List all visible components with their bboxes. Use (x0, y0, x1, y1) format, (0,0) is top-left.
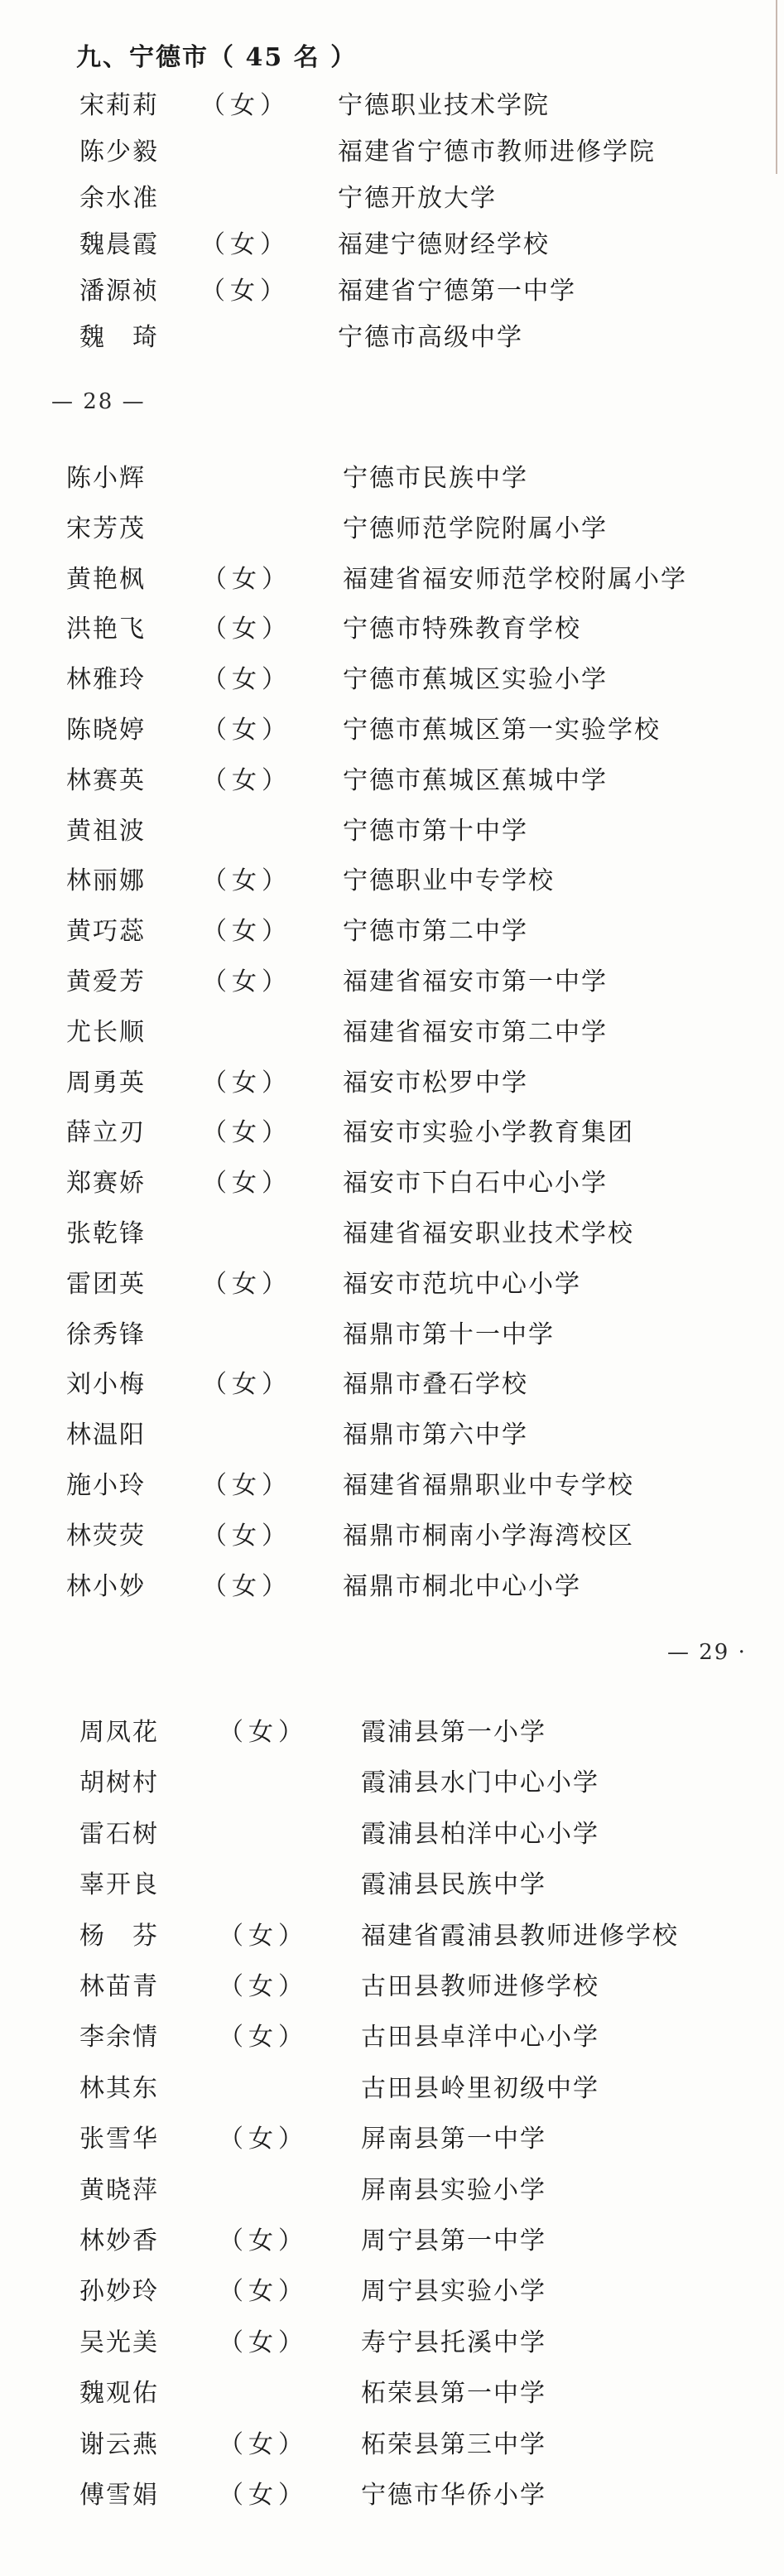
organization-name: 屏南县第一中学 (361, 2125, 546, 2154)
list-item (0, 1319, 784, 1352)
list-item (0, 1767, 784, 1800)
list-item (0, 1869, 784, 1902)
list-item (0, 663, 784, 697)
person-name: 傅雪娟 (79, 2481, 159, 2510)
person-name: 尤长顺 (66, 1018, 146, 1047)
list-item (0, 915, 784, 948)
person-name: 辜开良 (79, 1870, 159, 1899)
gender-mark: （女） (200, 277, 290, 306)
organization-name: 福安市实验小学教育集团 (343, 1118, 634, 1147)
person-name: 林雅玲 (66, 665, 146, 694)
page-number-29: — 29 · (667, 1640, 747, 1665)
list-item (0, 2275, 784, 2308)
gender-mark: （女） (219, 2226, 308, 2255)
list-item (0, 1818, 784, 1851)
gender-mark: （女） (219, 2481, 308, 2510)
organization-name: 宁德职业中专学校 (343, 866, 555, 895)
document-page-1 (0, 0, 784, 389)
person-name: 林荧荧 (66, 1522, 146, 1551)
gender-mark: （女） (202, 967, 291, 996)
organization-name: 福鼎市第十一中学 (343, 1320, 555, 1349)
list-item (0, 1167, 784, 1200)
organization-name: 福建省福安市第二中学 (343, 1018, 608, 1047)
list-item (0, 1368, 784, 1401)
organization-name: 宁德市特殊教育学校 (343, 615, 581, 644)
gender-mark: （女） (219, 2328, 308, 2357)
list-item (0, 1268, 784, 1301)
list-item (0, 2072, 784, 2106)
gender-mark: （女） (219, 1972, 308, 2001)
gender-mark: （女） (202, 1471, 291, 1500)
list-item (0, 513, 784, 546)
person-name: 黄巧蕊 (66, 917, 146, 946)
list-item (0, 1419, 784, 1452)
person-name: 雷石树 (79, 1820, 159, 1849)
organization-name: 宁德市华侨小学 (361, 2481, 546, 2510)
organization-name: 柘荣县第三中学 (361, 2430, 546, 2459)
person-name: 黄艳枫 (66, 565, 146, 594)
gender-mark: （女） (219, 1922, 308, 1951)
person-name: 林其东 (79, 2074, 159, 2103)
organization-name: 宁德市第二中学 (343, 917, 528, 946)
list-item (0, 1570, 784, 1604)
person-name: 林妙香 (79, 2226, 159, 2255)
person-name: 吴光美 (79, 2328, 159, 2357)
gender-mark: （女） (202, 1572, 291, 1601)
organization-name: 宁德开放大学 (338, 184, 497, 213)
organization-name: 福鼎市桐南小学海湾校区 (343, 1522, 634, 1551)
person-name: 魏 琦 (79, 323, 159, 352)
organization-name: 寿宁县托溪中学 (361, 2328, 546, 2357)
gender-mark: （女） (202, 1270, 291, 1299)
person-name: 张雪华 (79, 2125, 159, 2154)
organization-name: 宁德市蕉城区第一实验学校 (343, 716, 661, 745)
page-number-28: — 28 — (51, 389, 146, 414)
organization-name: 福安市下白石中心小学 (343, 1169, 608, 1198)
person-name: 林苗青 (79, 1972, 159, 2001)
person-name: 陈晓婷 (66, 716, 146, 745)
list-item (0, 2174, 784, 2207)
person-name: 徐秀锋 (66, 1320, 146, 1349)
organization-name: 福建省宁德第一中学 (338, 277, 576, 306)
section-title: 九、宁德市（ 45 名 ） (76, 43, 358, 72)
gender-mark: （女） (202, 1522, 291, 1551)
person-name: 杨 芬 (79, 1922, 159, 1951)
list-item (0, 321, 784, 355)
person-name: 黄祖波 (66, 817, 146, 846)
gender-mark: （女） (202, 716, 291, 745)
organization-name: 福鼎市叠石学校 (343, 1370, 528, 1399)
person-name: 周凤花 (79, 1718, 159, 1747)
organization-name: 周宁县实验小学 (361, 2277, 546, 2306)
person-name: 林丽娜 (66, 866, 146, 895)
organization-name: 福建宁德财经学校 (338, 230, 550, 259)
list-item (0, 2327, 784, 2360)
person-name: 宋莉莉 (79, 91, 159, 120)
list-item (0, 2225, 784, 2258)
list-item (0, 714, 784, 747)
gender-mark: （女） (219, 2023, 308, 2052)
person-name: 李余情 (79, 2023, 159, 2052)
list-item (0, 1716, 784, 1749)
document-page-3 (0, 1706, 784, 2576)
organization-name: 福建省福安市第一中学 (343, 967, 608, 996)
list-item (0, 865, 784, 898)
organization-name: 福安市范坑中心小学 (343, 1270, 581, 1299)
list-item (0, 966, 784, 999)
gender-mark: （女） (202, 665, 291, 694)
list-item (0, 89, 784, 123)
organization-name: 宁德市民族中学 (343, 464, 528, 493)
organization-name: 古田县卓洋中心小学 (361, 2023, 599, 2052)
list-item (0, 1971, 784, 2004)
organization-name: 福安市松罗中学 (343, 1069, 528, 1097)
gender-mark: （女） (202, 766, 291, 795)
organization-name: 宁德市第十中学 (343, 817, 528, 846)
gender-mark: （女） (200, 91, 290, 120)
list-item (0, 1067, 784, 1100)
person-name: 林赛英 (66, 766, 146, 795)
organization-name: 福建省福安师范学校附属小学 (343, 565, 687, 594)
organization-name: 宁德市高级中学 (338, 323, 523, 352)
person-name: 黄晓萍 (79, 2176, 159, 2205)
person-name: 林温阳 (66, 1421, 146, 1450)
list-item (0, 2123, 784, 2156)
list-item (0, 765, 784, 798)
list-item (0, 462, 784, 495)
list-item (0, 2479, 784, 2512)
organization-name: 福建省霞浦县教师进修学校 (361, 1922, 679, 1951)
organization-name: 古田县岭里初级中学 (361, 2074, 599, 2103)
person-name: 陈小辉 (66, 464, 146, 493)
document-page-2 (0, 454, 784, 1647)
organization-name: 宁德市蕉城区蕉城中学 (343, 766, 608, 795)
gender-mark: （女） (202, 1118, 291, 1147)
organization-name: 宁德市蕉城区实验小学 (343, 665, 608, 694)
person-name: 刘小梅 (66, 1370, 146, 1399)
person-name: 余水准 (79, 184, 159, 213)
organization-name: 福鼎市桐北中心小学 (343, 1572, 581, 1601)
gender-mark: （女） (202, 615, 291, 644)
person-name: 郑赛娇 (66, 1169, 146, 1198)
organization-name: 古田县教师进修学校 (361, 1972, 599, 2001)
list-item (0, 815, 784, 848)
list-item (0, 136, 784, 169)
person-name: 魏晨霞 (79, 230, 159, 259)
person-name: 周勇英 (66, 1069, 146, 1097)
gender-mark: （女） (200, 230, 290, 259)
organization-name: 宁德职业技术学院 (338, 91, 550, 120)
gender-mark: （女） (202, 917, 291, 946)
list-item (0, 229, 784, 262)
page-edge-line (776, 0, 777, 174)
organization-name: 周宁县第一中学 (361, 2226, 546, 2255)
person-name: 潘源祯 (79, 277, 159, 306)
organization-name: 霞浦县水门中心小学 (361, 1768, 599, 1797)
list-item (0, 563, 784, 596)
organization-name: 福鼎市第六中学 (343, 1421, 528, 1450)
gender-mark: （女） (202, 1069, 291, 1097)
person-name: 薛立刃 (66, 1118, 146, 1147)
list-item (0, 1218, 784, 1251)
organization-name: 霞浦县民族中学 (361, 1870, 546, 1899)
person-name: 谢云燕 (79, 2430, 159, 2459)
person-name: 雷团英 (66, 1270, 146, 1299)
gender-mark: （女） (202, 1370, 291, 1399)
person-name: 洪艳飞 (66, 615, 146, 644)
list-item (0, 1469, 784, 1503)
organization-name: 霞浦县柏洋中心小学 (361, 1820, 599, 1849)
list-item (0, 2429, 784, 2462)
person-name: 陈少毅 (79, 137, 159, 166)
gender-mark: （女） (202, 1169, 291, 1198)
organization-name: 福建省福鼎职业中专学校 (343, 1471, 634, 1500)
person-name: 魏观佑 (79, 2379, 159, 2408)
gender-mark: （女） (219, 1718, 308, 1747)
gender-mark: （女） (202, 565, 291, 594)
person-name: 黄爱芳 (66, 967, 146, 996)
person-name: 孙妙玲 (79, 2277, 159, 2306)
gender-mark: （女） (219, 2277, 308, 2306)
person-name: 施小玲 (66, 1471, 146, 1500)
person-name: 胡树村 (79, 1768, 159, 1797)
organization-name: 宁德师范学院附属小学 (343, 514, 608, 543)
person-name: 宋芳茂 (66, 514, 146, 543)
organization-name: 霞浦县第一小学 (361, 1718, 546, 1747)
organization-name: 福建省宁德市教师进修学院 (338, 137, 656, 166)
organization-name: 屏南县实验小学 (361, 2176, 546, 2205)
person-name: 张乾锋 (66, 1219, 146, 1248)
person-name: 林小妙 (66, 1572, 146, 1601)
gender-mark: （女） (219, 2430, 308, 2459)
organization-name: 柘荣县第一中学 (361, 2379, 546, 2408)
list-item (0, 182, 784, 215)
list-item (0, 613, 784, 646)
list-item (0, 2377, 784, 2410)
list-item (0, 1016, 784, 1049)
list-item (0, 1920, 784, 1953)
list-item (0, 1117, 784, 1150)
organization-name: 福建省福安职业技术学校 (343, 1219, 634, 1248)
list-item (0, 1520, 784, 1553)
gender-mark: （女） (202, 866, 291, 895)
gender-mark: （女） (219, 2125, 308, 2154)
list-item (0, 2021, 784, 2054)
list-item (0, 275, 784, 308)
